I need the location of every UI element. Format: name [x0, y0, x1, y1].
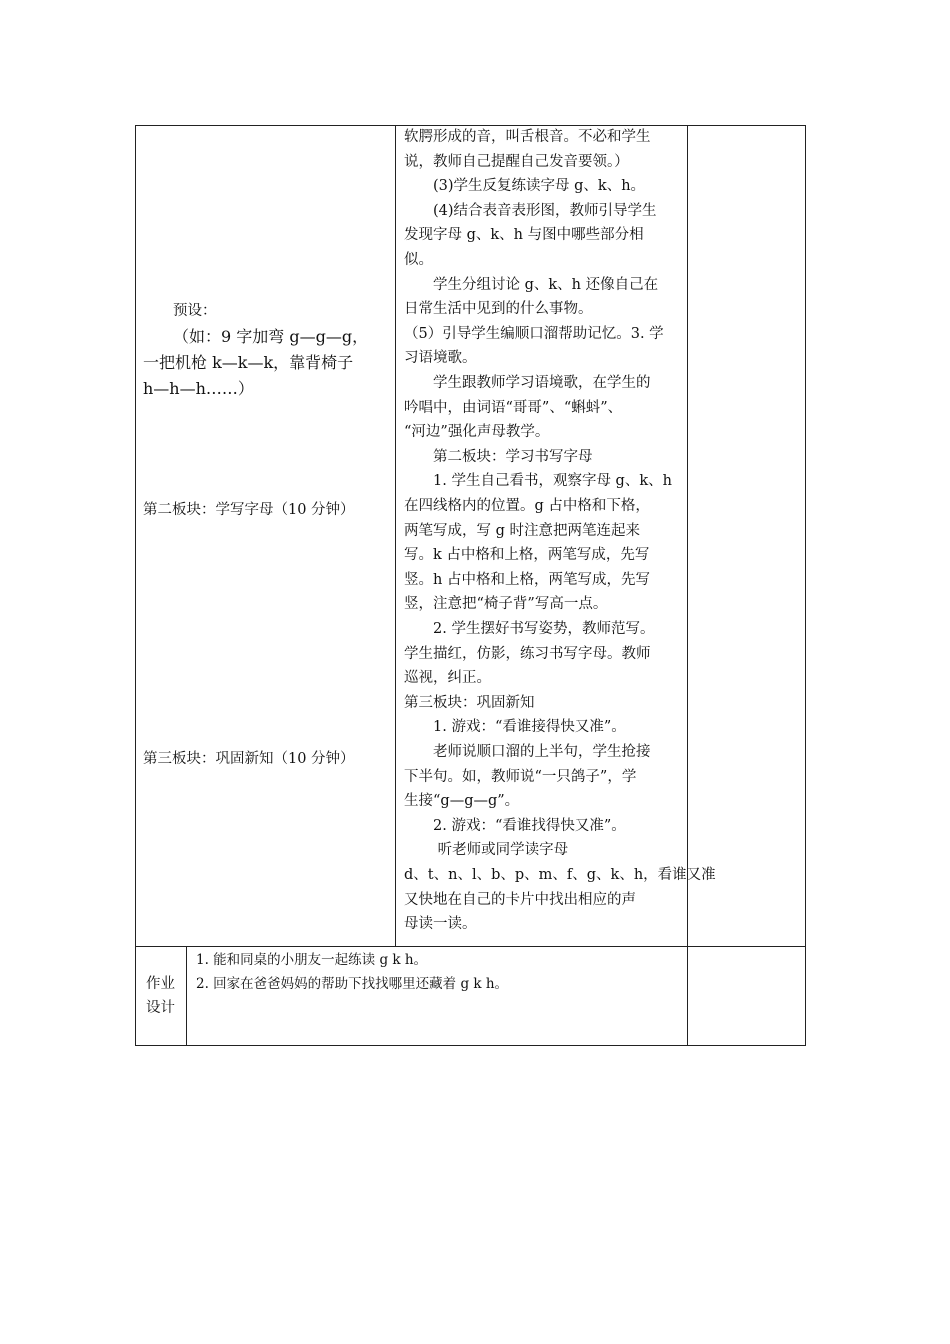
homework-label-2: 设计	[146, 1000, 175, 1016]
process-line: 母读一读。	[404, 916, 477, 933]
process-line: “河边”强化声母教学。	[404, 424, 550, 441]
preset-line-1: （如：9 字加弯 g—g—g，	[173, 327, 369, 346]
process-line: 第二板块：学习书写字母	[404, 448, 593, 465]
process-line: 竖，注意把“椅子背”写高一点。	[404, 596, 608, 613]
process-line: 听老师或同学读字母	[404, 842, 569, 859]
row-divider	[135, 946, 806, 947]
process-line: 两笔写成，写 g 时注意把两笔连起来	[404, 522, 640, 539]
preset-line-3: h—h—h……）	[143, 379, 254, 398]
homework-label-1: 作业	[146, 976, 175, 992]
process-line: 2. 学生摆好书写姿势，教师范写。	[404, 621, 655, 637]
process-line: 1. 学生自己看书，观察字母 g、k、h	[404, 473, 672, 490]
process-line: 似。	[404, 252, 433, 268]
process-line: 软腭形成的音，叫舌根音。不必和学生	[404, 129, 651, 145]
process-line: 1. 游戏：“看谁接得快又准”。	[404, 719, 626, 736]
process-line: 学生描红，仿影，练习书写字母。教师	[404, 645, 651, 662]
process-line: (3)学生反复练读字母 g、k、h。	[404, 178, 646, 195]
process-line: 又快地在自己的卡片中找出相应的声	[404, 891, 636, 908]
process-line: 发现字母 g、k、h 与图中哪些部分相	[404, 227, 644, 244]
homework-item-1: 1. 能和同桌的小朋友一起练读 g k h。	[196, 952, 428, 968]
process-line: 2. 游戏：“看谁找得快又准”。	[404, 817, 626, 834]
process-line: 竖。h 占中格和上格，两笔写成，先写	[404, 571, 650, 588]
process-line: 习语境歌。	[404, 350, 477, 367]
column-divider-left	[395, 125, 396, 946]
process-line: 学生跟教师学习语境歌，在学生的	[404, 375, 651, 391]
process-line: 老师说顺口溜的上半句，学生抢接	[404, 744, 651, 760]
process-line: 写。k 占中格和上格，两笔写成，先写	[404, 547, 650, 564]
process-line: 学生分组讨论 g、k、h 还像自己在	[404, 276, 659, 293]
section-2-heading: 第二板块：学写字母（10 分钟）	[143, 502, 355, 518]
process-line: 下半句。如，教师说“一只鸽子”，学	[404, 768, 637, 785]
process-line: 吟唱中，由词语“哥哥”、“蝌蚪”、	[404, 399, 623, 416]
process-line: 说，教师自己提醒自己发音要领。）	[404, 153, 629, 170]
process-line: (4)结合表音表形图，教师引导学生	[404, 202, 657, 219]
preset-label: 预设：	[173, 303, 217, 319]
process-line: 日常生活中见到的什么事物。	[404, 301, 593, 318]
process-line: （5）引导学生编顺口溜帮助记忆。3. 学	[404, 325, 664, 342]
section-3-heading: 第三板块：巩固新知（10 分钟）	[143, 751, 355, 767]
process-line: 巡视，纠正。	[404, 670, 491, 687]
column-divider-right	[687, 125, 688, 1046]
process-line: 在四线格内的位置。g 占中格和下格，	[404, 498, 650, 514]
homework-label-divider	[186, 946, 187, 1046]
homework-item-2: 2. 回家在爸爸妈妈的帮助下找找哪里还藏着 g k h。	[196, 976, 509, 992]
process-line: 第三板块：巩固新知	[404, 694, 535, 711]
process-line: d、t、n、l、b、p、m、f、g、k、h，看谁又准	[404, 867, 716, 883]
preset-line-2: 一把机枪 k—k—k，靠背椅子	[143, 353, 354, 372]
process-line: 生接“g—g—g”。	[404, 793, 520, 810]
